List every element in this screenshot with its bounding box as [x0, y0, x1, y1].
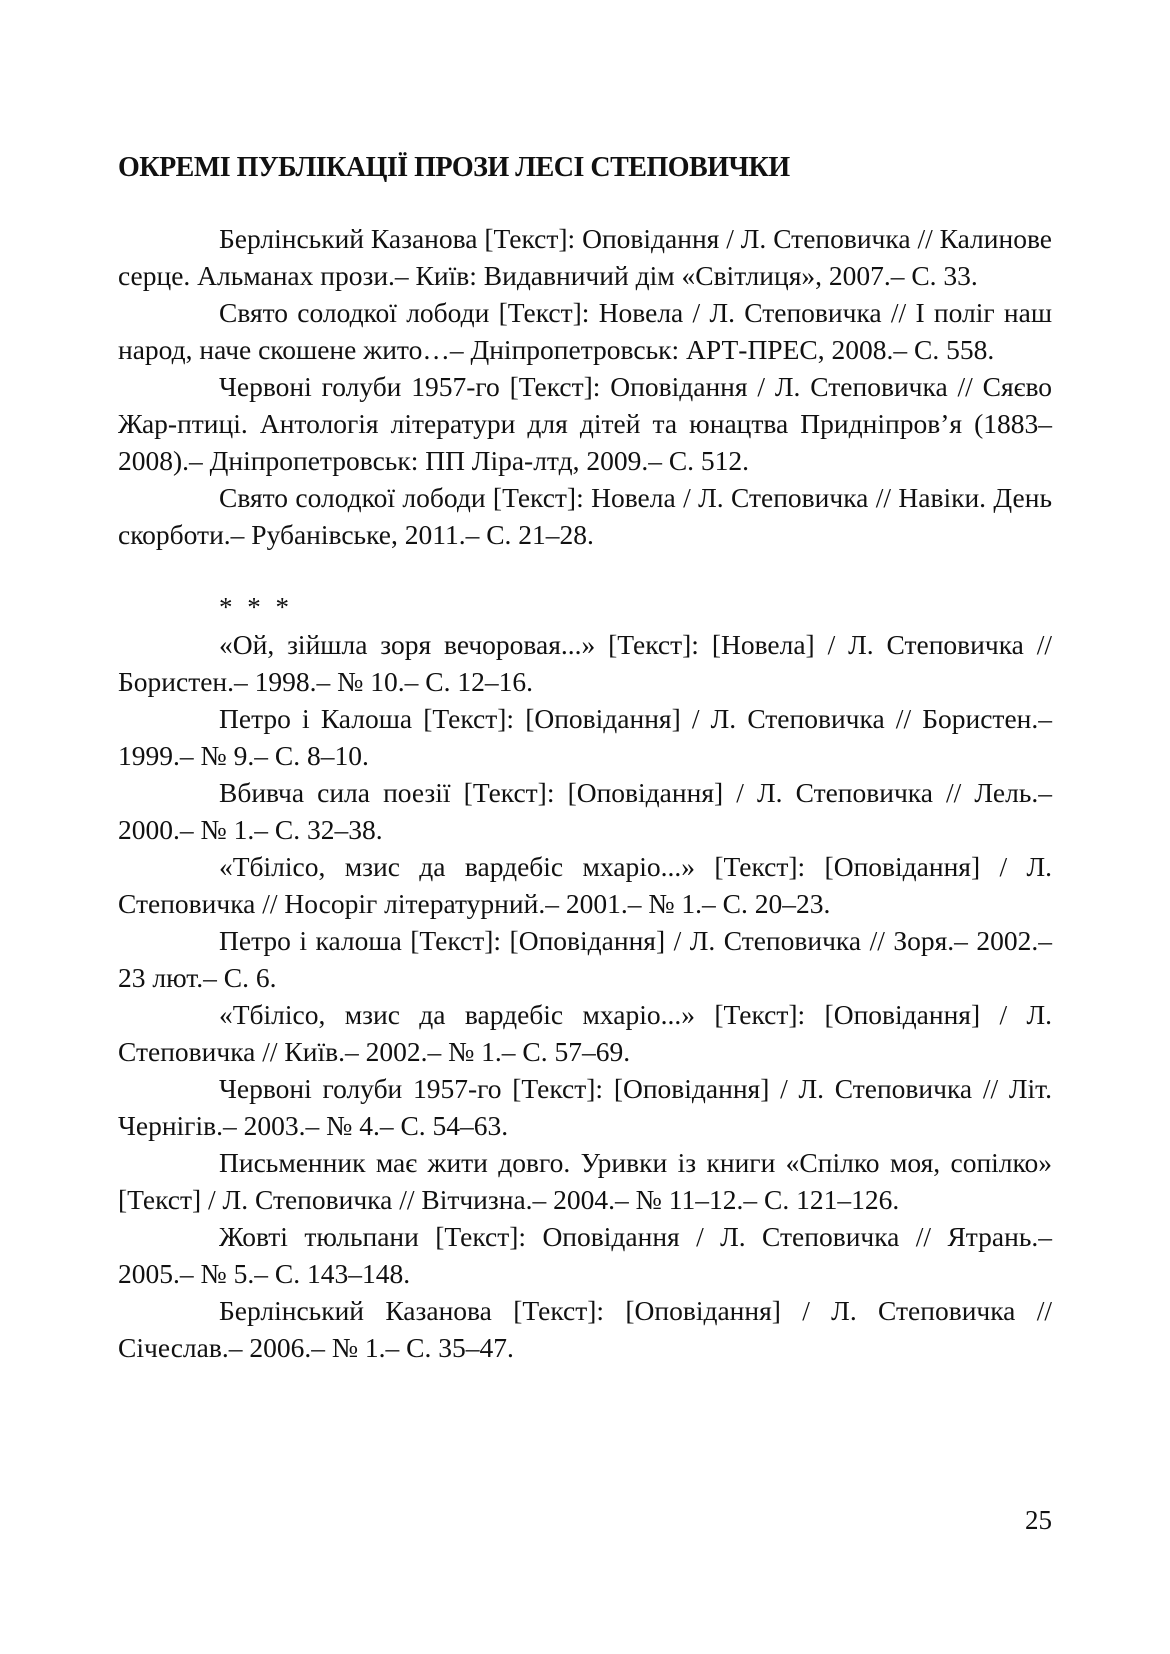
bibliography-entry: Петро і калоша [Текст]: [Оповідання] / Л. Степовичка // Зоря.– 2002.– 23 лют.– С. 6.	[118, 925, 1052, 993]
bibliography-entry: Письменник має жити довго. Уривки із книги «Спілко моя, сопілко» [Текст] / Л. Степовичка // Вітчизна.– 2004.– № 11–12.– С. 121–126.	[118, 1147, 1052, 1215]
bibliography-entry: Берлінський Казанова [Текст]: Оповідання / Л. Степовичка // Калинове серце. Альманах прози.– Київ: Видавничий дім «Світлиця», 2007.– С. 33.	[118, 223, 1052, 291]
entry-list-primary	[118, 220, 1052, 553]
bibliography-entry: Петро і Калоша [Текст]: [Оповідання] / Л. Степовичка // Бористен.– 1999.– № 9.– С. 8–10.	[118, 703, 1052, 771]
bibliography-entry: Жовті тюльпани [Текст]: Оповідання / Л. Степовичка // Ятрань.– 2005.– № 5.– С. 143–148.	[118, 1221, 1052, 1289]
document-page	[118, 150, 1052, 1366]
bibliography-entry: Вбивча сила поезії [Текст]: [Оповідання] / Л. Степовичка // Лель.– 2000.– № 1.– С. 32–38.	[118, 777, 1052, 845]
bibliography-entry: Червоні голуби 1957-го [Текст]: Оповідання / Л. Степовичка // Сяєво Жар-птиці. Антологія літератури для дітей та юнацтва Придніпров’я (1883–2008).– Дніпропетровськ: ПП Ліра-лтд, 2009.– С. 512.	[118, 371, 1052, 476]
page-title: ОКРЕМІ ПУБЛІКАЦІЇ ПРОЗИ ЛЕСІ СТЕПОВИЧКИ	[118, 152, 790, 183]
bibliography-entry: Берлінський Казанова [Текст]: [Оповідання] / Л. Степовичка // Січеслав.– 2006.– № 1.– С. 35–47.	[118, 1295, 1052, 1363]
entry-list-periodicals	[118, 626, 1052, 1366]
bibliography-entry: Червоні голуби 1957-го [Текст]: [Оповідання] / Л. Степовичка // Літ. Чернігів.– 2003.– № 4.– С. 54–63.	[118, 1073, 1052, 1141]
bibliography-entry: Свято солодкої лободи [Текст]: Новела / Л. Степовичка // І поліг наш народ, наче скошене жито…– Дніпропетровськ: АРТ-ПРЕС, 2008.– С. 558.	[118, 297, 1052, 365]
section-separator: * * *	[219, 592, 293, 622]
bibliography-entry: «Тбілісо, мзис да вардебіс мхаріо...» [Текст]: [Оповідання] / Л. Степовичка // Носоріг літературний.– 2001.– № 1.– С. 20–23.	[118, 851, 1052, 919]
bibliography-entry: «Ой, зійшла зоря вечоровая...» [Текст]: [Новела] / Л. Степовичка // Бористен.– 1998.– № 10.– С. 12–16.	[118, 629, 1052, 697]
page-number: 25	[1025, 1505, 1052, 1535]
bibliography-entry: «Тбілісо, мзис да вардебіс мхаріо...» [Текст]: [Оповідання] / Л. Степовичка // Київ.– 2002.– № 1.– С. 57–69.	[118, 999, 1052, 1067]
bibliography-entry: Свято солодкої лободи [Текст]: Новела / Л. Степовичка // Навіки. День скорботи.– Рубанівське, 2011.– С. 21–28.	[118, 482, 1052, 550]
